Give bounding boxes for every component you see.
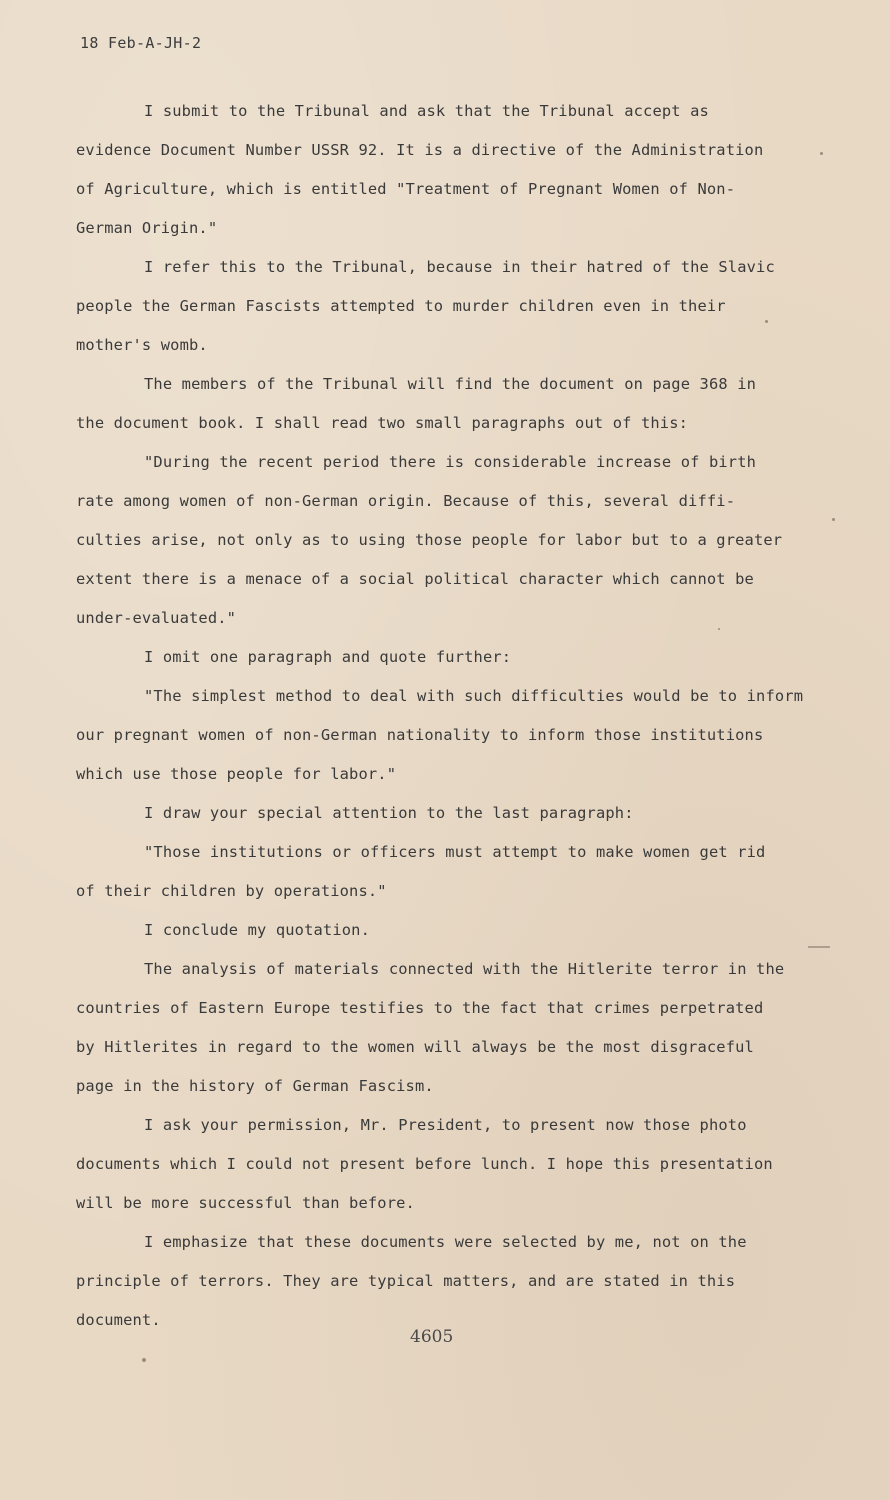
text-line: "The simplest method to deal with such difficulties would be to inform — [144, 687, 804, 705]
text-line: the document book. I shall read two small paragraphs out of this: — [76, 414, 689, 432]
text-line: will be more successful than before. — [76, 1194, 415, 1212]
text-line: page in the history of German Fascism. — [76, 1077, 434, 1095]
text-line: The members of the Tribunal will find the document on page 368 in — [144, 375, 757, 393]
paper-speck — [765, 320, 768, 323]
paragraph — [76, 92, 821, 248]
paper-speck — [718, 628, 720, 630]
text-line: our pregnant women of non-German nationality to inform those institutions — [76, 726, 764, 744]
text-line: "Those institutions or officers must attempt to make women get rid — [144, 843, 766, 861]
document-reference: 18 Feb-A-JH-2 — [80, 34, 202, 52]
paragraph — [76, 950, 821, 1106]
text-line: countries of Eastern Europe testifies to the fact that crimes perpetrated — [76, 999, 764, 1017]
page-number: 4605 — [410, 1327, 454, 1347]
text-line: I ask your permission, Mr. President, to present now those photo — [144, 1116, 747, 1134]
text-line: document. — [76, 1311, 161, 1329]
text-line: mother's womb. — [76, 336, 208, 354]
paragraph — [76, 833, 821, 911]
text-line: I conclude my quotation. — [144, 921, 370, 939]
text-line: under-evaluated." — [76, 609, 237, 627]
text-line: which use those people for labor." — [76, 765, 397, 783]
paragraph — [76, 794, 821, 833]
text-line: "During the recent period there is considerable increase of birth — [144, 453, 757, 471]
text-line: I submit to the Tribunal and ask that the Tribunal accept as — [144, 102, 709, 120]
paper-speck — [832, 518, 835, 521]
paragraph — [76, 1106, 821, 1223]
paragraph — [76, 1223, 821, 1340]
text-line: I omit one paragraph and quote further: — [144, 648, 512, 666]
paper-mark — [808, 946, 830, 948]
text-line: people the German Fascists attempted to murder children even in their — [76, 297, 726, 315]
paragraph — [76, 677, 821, 794]
paragraph — [76, 443, 821, 638]
text-line: rate among women of non-German origin. Because of this, several diffi- — [76, 492, 736, 510]
paper-speck — [142, 1358, 146, 1362]
paragraph — [76, 365, 821, 443]
text-line: evidence Document Number USSR 92. It is a directive of the Administration — [76, 141, 764, 159]
text-line: of Agriculture, which is entitled "Treatment of Pregnant Women of Non- — [76, 180, 736, 198]
paragraph — [76, 911, 821, 950]
text-line: culties arise, not only as to using those people for labor but to a greater — [76, 531, 783, 549]
text-line: extent there is a menace of a social political character which cannot be — [76, 570, 754, 588]
paragraph — [76, 638, 821, 677]
paragraph — [76, 248, 821, 365]
text-line: documents which I could not present before lunch. I hope this presentation — [76, 1155, 773, 1173]
text-line: The analysis of materials connected with the Hitlerite terror in the — [144, 960, 785, 978]
text-line: I emphasize that these documents were selected by me, not on the — [144, 1233, 747, 1251]
paper-speck — [820, 152, 823, 155]
text-line: I draw your special attention to the last paragraph: — [144, 804, 634, 822]
text-line: of their children by operations." — [76, 882, 387, 900]
document-body — [76, 92, 821, 1340]
text-line: German Origin." — [76, 219, 218, 237]
text-line: principle of terrors. They are typical matters, and are stated in this — [76, 1272, 736, 1290]
text-line: I refer this to the Tribunal, because in their hatred of the Slavic — [144, 258, 775, 276]
text-line: by Hitlerites in regard to the women will always be the most disgraceful — [76, 1038, 754, 1056]
